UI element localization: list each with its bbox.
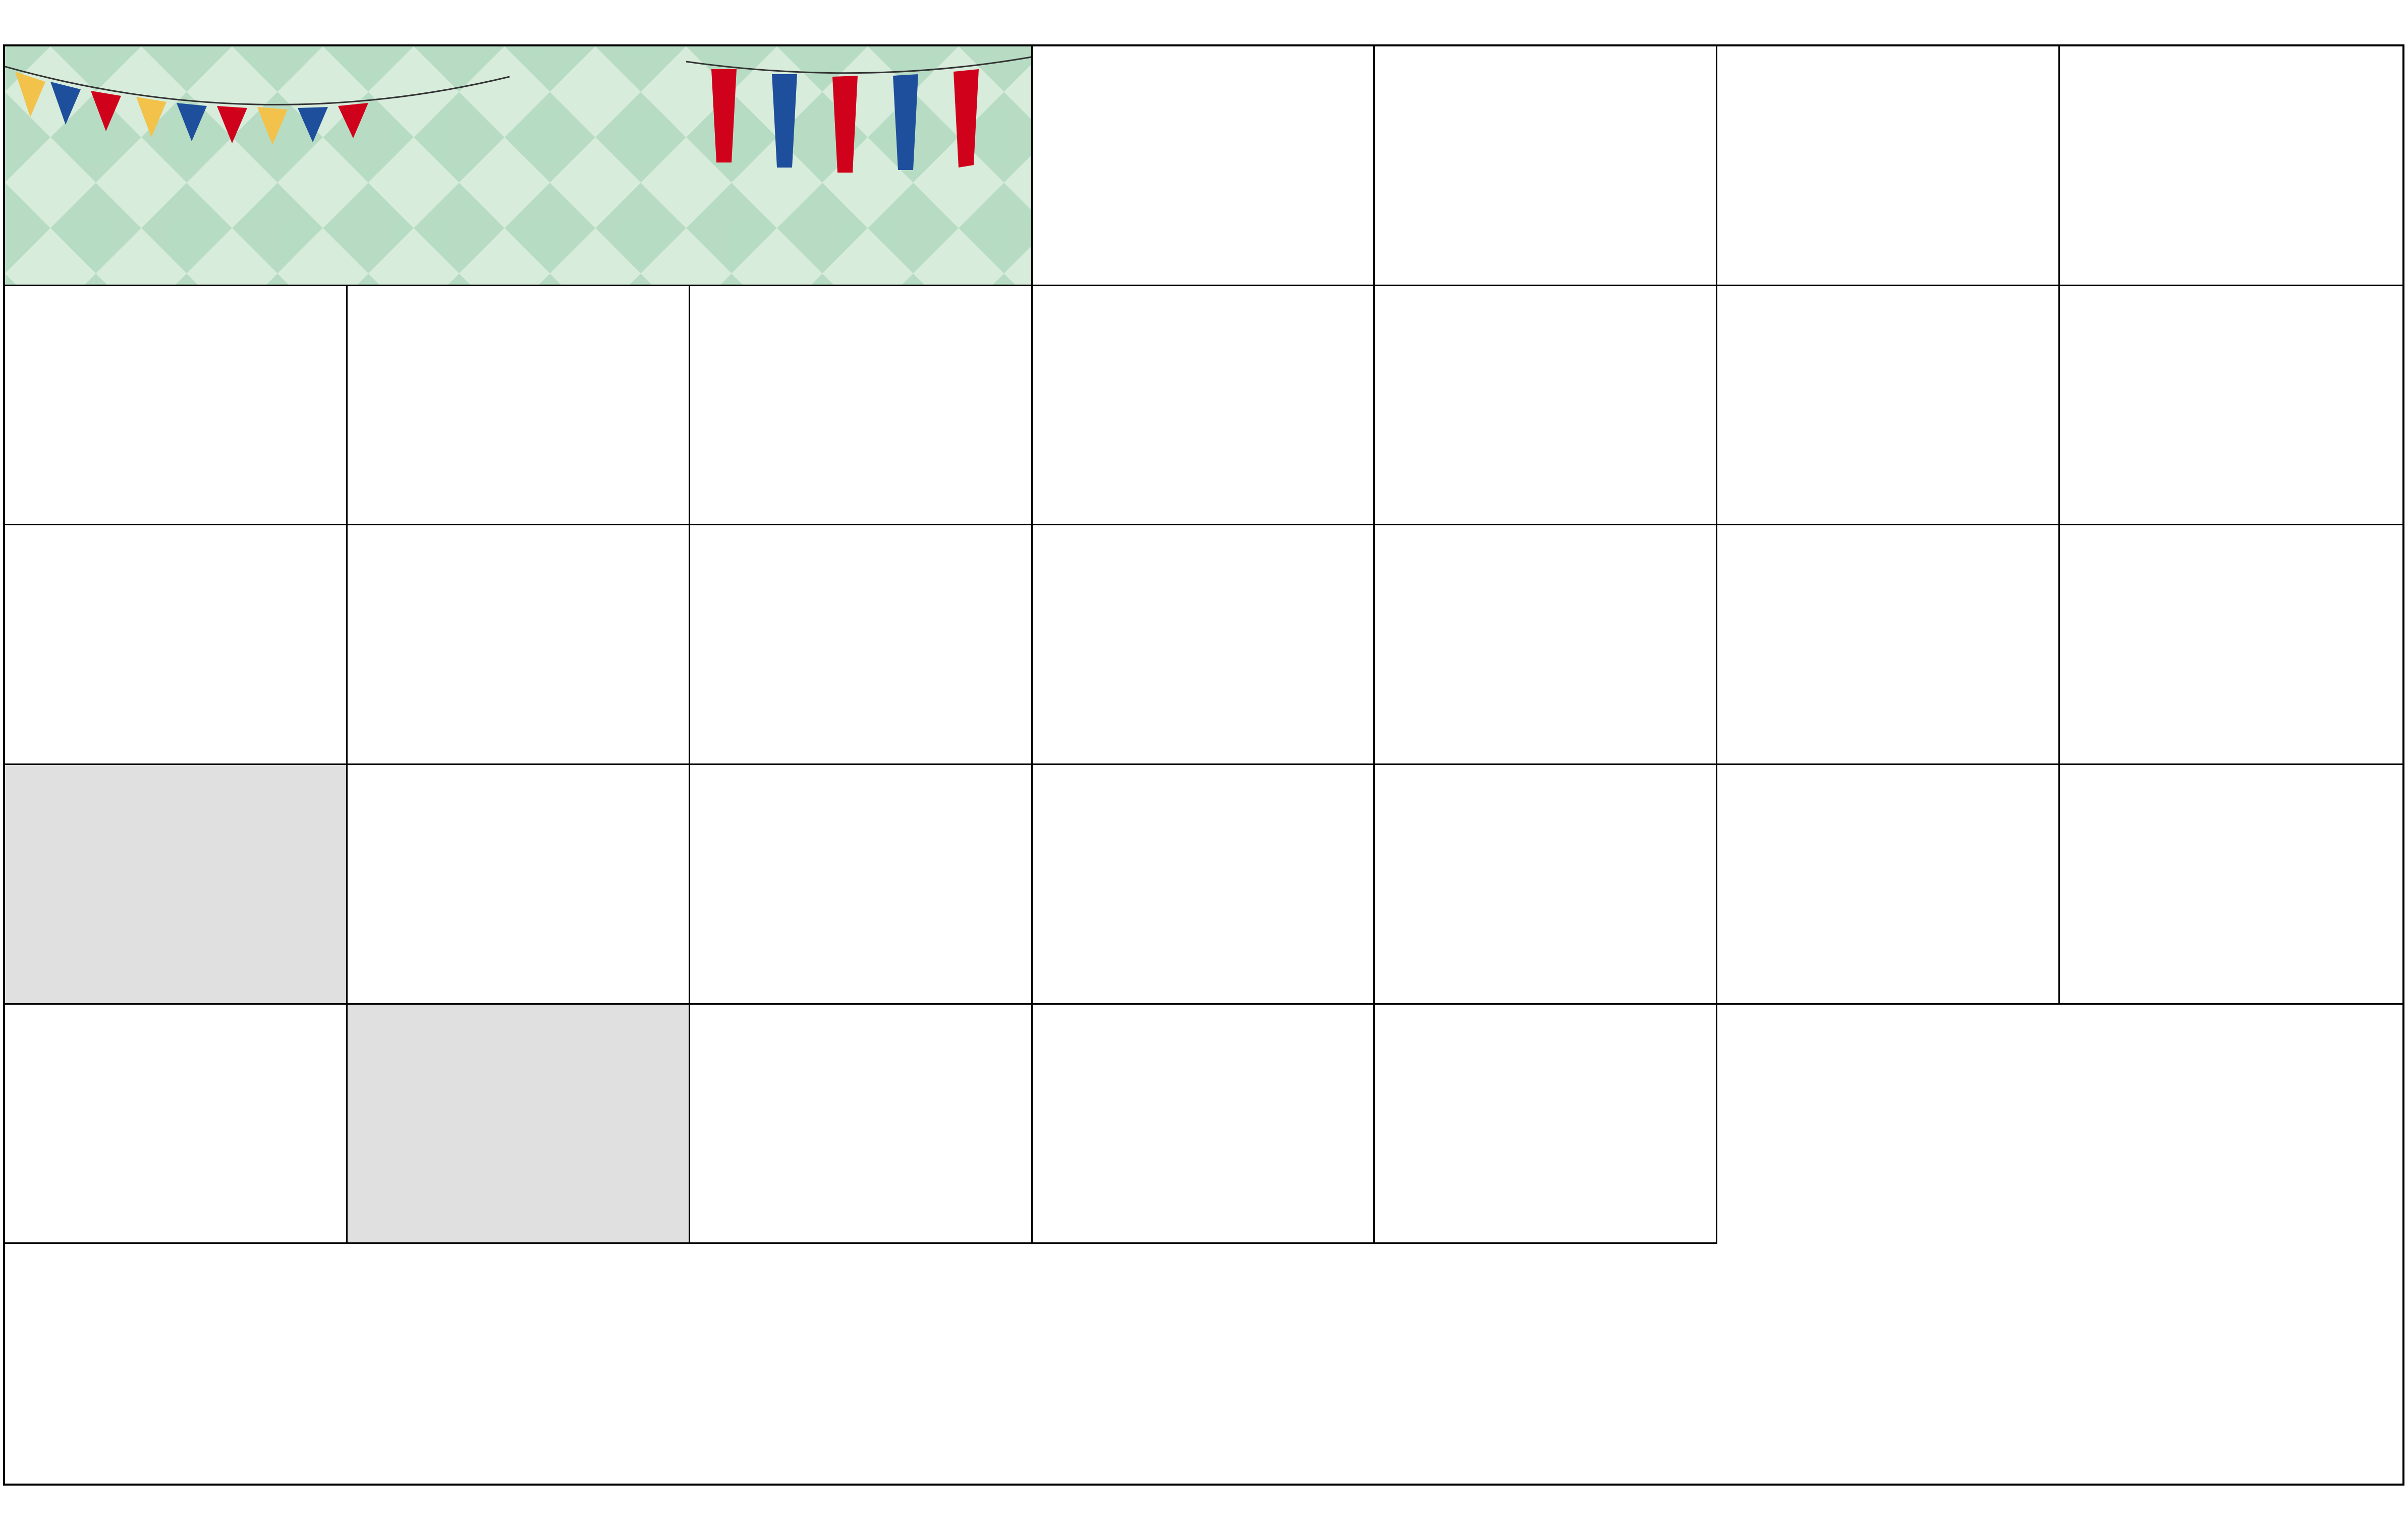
weekday-label [344, 0, 688, 44]
day-cell [1033, 765, 1375, 1005]
day-cell [5, 765, 348, 1005]
weekday-label [0, 0, 344, 44]
day-cell [1033, 525, 1375, 765]
weekday-label [688, 0, 1032, 44]
activity-item [1040, 1008, 1369, 1034]
activity-list [1040, 1008, 1369, 1034]
weekday-header [0, 0, 2408, 44]
day-cell [1033, 286, 1375, 526]
day-cell [2060, 46, 2402, 286]
day-cell [2060, 525, 2402, 765]
month-banner [5, 46, 1033, 286]
day-cell [1033, 46, 1375, 286]
bunting-icon [5, 46, 1033, 198]
weekday-label [1032, 0, 1376, 44]
day-cell [348, 525, 690, 765]
day-cell [690, 525, 1033, 765]
day-cell [5, 525, 348, 765]
day-cell [2060, 286, 2402, 526]
day-cell [690, 765, 1033, 1005]
activity-item [12, 768, 341, 795]
day-cell [1375, 765, 1717, 1005]
day-cell [5, 286, 348, 526]
day-cell [1717, 46, 2060, 286]
weekday-label [1376, 0, 1720, 44]
activity-list [12, 768, 341, 795]
day-cell [5, 1005, 348, 1244]
day-cell [348, 1005, 690, 1244]
day-cell [690, 286, 1033, 526]
day-cell [690, 1005, 1033, 1244]
day-cell [1033, 1005, 1375, 1244]
weekday-label [2064, 0, 2408, 44]
day-cell [1717, 765, 2060, 1005]
day-cell [1375, 46, 1717, 286]
day-cell [1717, 286, 2060, 526]
day-cell [2060, 765, 2402, 1005]
day-cell [348, 286, 690, 526]
calendar-grid [3, 44, 2404, 1486]
day-cell [1375, 525, 1717, 765]
day-cell [1375, 1005, 1717, 1244]
weekday-label [1720, 0, 2064, 44]
day-cell [1717, 525, 2060, 765]
day-cell [348, 765, 690, 1005]
day-cell [1375, 286, 1717, 526]
